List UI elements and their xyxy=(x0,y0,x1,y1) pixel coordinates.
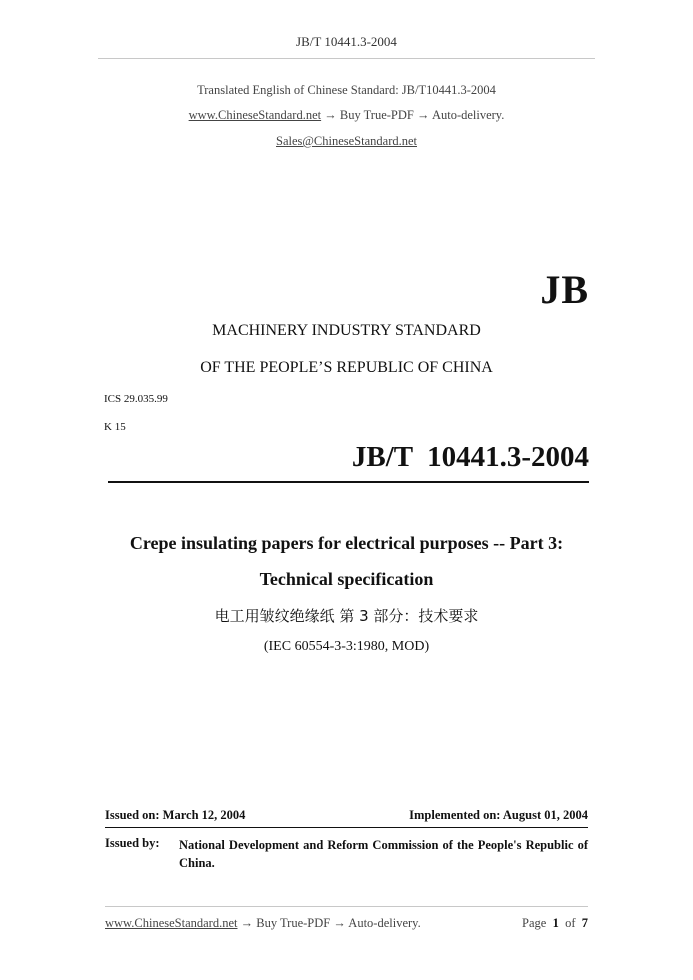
page-number xyxy=(522,916,588,931)
total-pages: 7 xyxy=(581,916,588,930)
footer-website-link[interactable]: www.ChineseStandard.net xyxy=(105,916,238,930)
sales-email-link[interactable]: Sales@ChineseStandard.net xyxy=(276,134,417,148)
iec-reference: (IEC 60554-3-3:1980, MOD) xyxy=(263,639,430,654)
auto-delivery-text: Auto-delivery. xyxy=(431,108,505,122)
document-title-line2: Technical specification xyxy=(259,569,434,589)
issued-on-date: Issued on: March 12, 2004 xyxy=(105,808,246,822)
purchase-line xyxy=(0,108,693,123)
arrow-icon: → xyxy=(321,108,340,122)
translation-note: Translated English of Chinese Standard: JB/T10441.3-2004 xyxy=(197,83,496,97)
document-title-line1: Crepe insulating papers for electrical purposes -- Part 3: xyxy=(129,533,564,553)
issued-by-label: Issued by: xyxy=(105,836,160,850)
issued-by-value: National Development and Reform Commission of the People's Republic of China. xyxy=(179,838,588,870)
chinese-title: 电工用皱纹绝缘纸 第 3 部分：技术要求 xyxy=(214,607,479,625)
current-page: 1 xyxy=(552,916,559,930)
page-label: Page xyxy=(522,916,547,930)
document-number: JB/T 10441.3-2004 xyxy=(351,441,589,473)
buy-pdf-text: Buy True-PDF xyxy=(339,108,414,122)
email-line xyxy=(0,134,693,149)
ics-code: ICS 29.035.99 xyxy=(104,393,168,405)
footer-buy-text: → Buy True-PDF → Auto-delivery. xyxy=(237,916,421,930)
jb-logo: JB xyxy=(540,267,589,312)
footer-divider xyxy=(105,906,588,907)
website-link[interactable]: www.ChineseStandard.net xyxy=(188,108,322,122)
of-label: of xyxy=(565,916,576,930)
title-divider xyxy=(108,481,589,483)
footer-purchase-line xyxy=(105,916,421,931)
header-divider xyxy=(98,58,595,59)
arrow-icon: → xyxy=(413,108,432,122)
standard-title-line1: MACHINERY INDUSTRY STANDARD xyxy=(212,322,481,339)
implemented-on-date: Implemented on: August 01, 2004 xyxy=(409,808,588,822)
issue-divider xyxy=(105,827,588,828)
standard-title-line2: OF THE PEOPLE’S REPUBLIC OF CHINA xyxy=(200,359,493,376)
k-code: K 15 xyxy=(104,421,126,433)
running-header: JB/T 10441.3-2004 xyxy=(296,34,397,49)
